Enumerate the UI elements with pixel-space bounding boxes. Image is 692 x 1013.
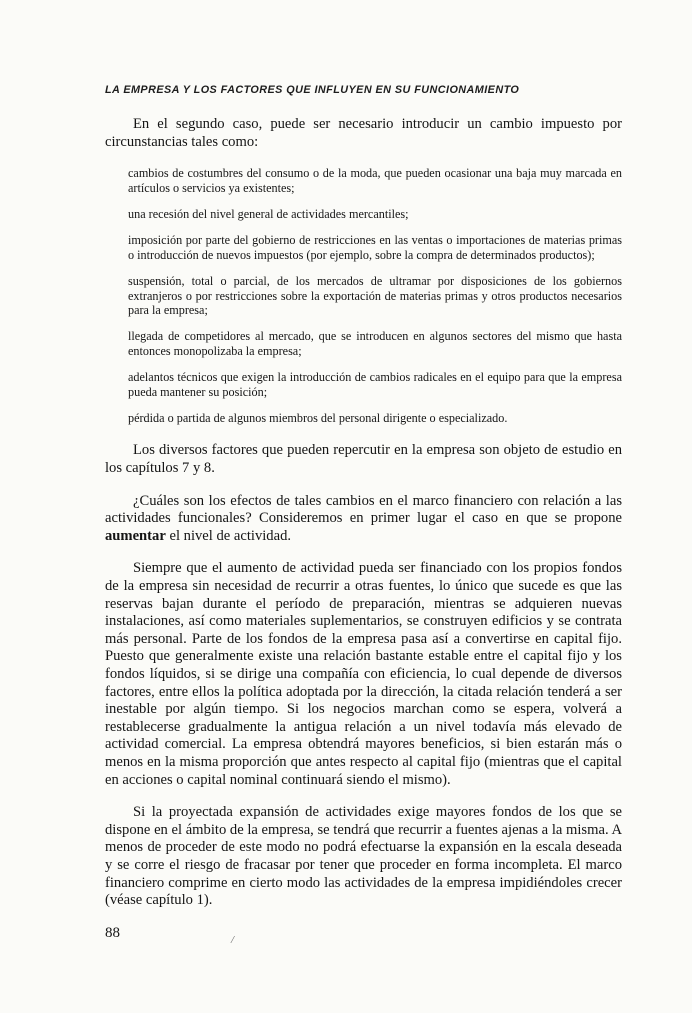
- list-item-imposicion: imposición por parte del gobierno de restricciones en las ventas o importaciones de materias primas o introducción de nuevos impuestos (por ejemplo, sobre la compra de determinados productos);: [128, 233, 622, 262]
- question-text-before: ¿Cuáles son los efectos de tales cambios en el marco financiero con relación a las actividades funcionales? Consideremos en primer lugar el caso en que se propone: [105, 492, 622, 527]
- question-text-after: el nivel de actividad.: [165, 527, 292, 544]
- intro-paragraph: En el segundo caso, puede ser necesario introducir un cambio impuesto por circunstancias tales como:: [105, 116, 622, 150]
- emphasis-aumentar: aumentar: [105, 527, 166, 544]
- paragraph-question: [105, 493, 622, 546]
- cause-list: [128, 166, 622, 425]
- page-number: 88: [105, 924, 120, 941]
- running-header: LA EMPRESA Y LOS FACTORES QUE INFLUYEN EN SU FUNCIONAMIENTO: [105, 84, 520, 96]
- list-item-consumo: cambios de costumbres del consumo o de la moda, que pueden ocasionar una baja muy marcada en artículos o servicios ya existentes;: [128, 166, 622, 195]
- list-item-suspension: suspensión, total o parcial, de los mercados de ultramar por disposiciones de los gobiernos extranjeros o por restricciones sobre la exportación de materias primas y otros productos necesarios para la empresa;: [128, 274, 622, 318]
- scan-artifact-slash: /: [231, 934, 235, 946]
- paragraph-expansion: Si la proyectada expansión de actividades exige mayores fondos de los que se dispone en el ámbito de la empresa, se tendrá que recurrir a fuentes ajenas a la misma. A menos de proceder de este modo no podrá efectuarse la expansión en la escala deseada y se corre el riesgo de fracasar por tener que proceder en forma incompleta. El marco financiero comprime en cierto modo las actividades de la empresa impidiéndoles crecer (véase capítulo 1).: [105, 804, 622, 909]
- paragraph-factors: Los diversos factores que pueden repercutir en la empresa son objeto de estudio en los capítulos 7 y 8.: [105, 442, 622, 477]
- list-item-recesion: una recesión del nivel general de actividades mercantiles;: [128, 207, 409, 221]
- list-item-adelantos: adelantos técnicos que exigen la introducción de cambios radicales en el equipo para que la empresa pueda mantener su posición;: [128, 370, 622, 399]
- list-item-competidores: llegada de competidores al mercado, que se introducen en algunos sectores del mismo que hasta entonces monopolizaba la empresa;: [128, 329, 622, 358]
- paragraph-financing: Siempre que el aumento de actividad pueda ser financiado con los propios fondos de la empresa sin necesidad de recurrir a otras fuentes, lo único que sucede es que las reservas bajan durante el período de preparación, mientras se adquieren nuevas instalaciones, así como materiales suplementarios, se construyen edificios y se contrata más personal. Parte de los fondos de la empresa pasa así a convertirse en capital fijo. Puesto que generalmente existe una relación bastante estable entre el capital fijo y los fondos líquidos, si se dirige una compañía con eficiencia, lo cual depende de diversos factores, entre ellos la política adoptada por la dirección, la citada relación tenderá a ser inestable por algún tiempo. Si los negocios marchan como se espera, volverá a restablecerse gradualmente la antigua relación a un nivel todavía más elevado de actividad comercial. La empresa obtendrá mayores beneficios, si bien estarán más o menos en la misma proporción que antes respecto al capital fijo (mientras que el capital en acciones o capital nominal continuará siendo el mismo).: [105, 560, 622, 788]
- list-item-perdida: pérdida o partida de algunos miembros del personal dirigente o especializado.: [128, 411, 508, 426]
